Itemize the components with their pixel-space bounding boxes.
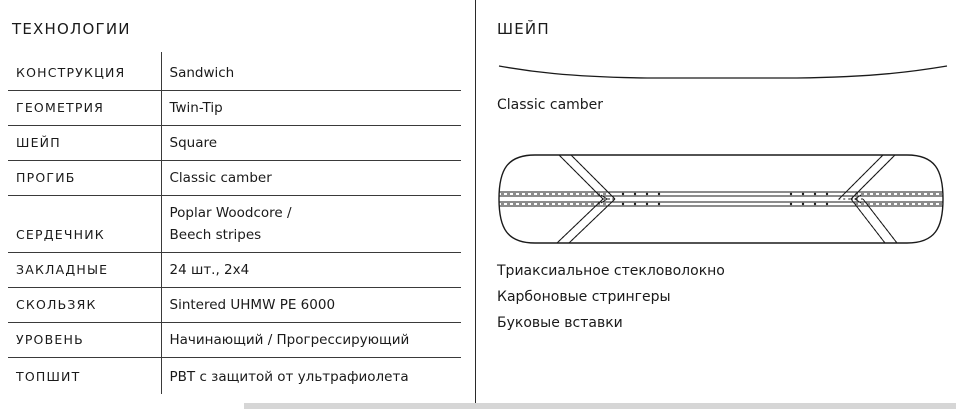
row-label: СКОЛЬЗЯК	[8, 287, 161, 322]
technologies-panel	[0, 0, 475, 409]
row-value: 24 шт., 2x4	[169, 261, 250, 278]
beech-inserts	[622, 193, 828, 205]
row-value: Twin-Tip	[169, 99, 223, 116]
row-label: ПРОГИБ	[8, 160, 161, 195]
camber-profile-diagram	[497, 55, 949, 85]
board-outline	[499, 155, 943, 243]
shape-title: ШЕЙП	[497, 20, 550, 38]
table-row	[8, 195, 461, 252]
row-value: Начинающий / Прогрессирующий	[169, 331, 410, 348]
table-row	[8, 90, 461, 125]
horizontal-scrollbar[interactable]	[244, 403, 956, 409]
row-label: ГЕОМЕТРИЯ	[8, 90, 161, 125]
row-value: Square	[169, 134, 218, 151]
board-construction-diagram	[495, 152, 947, 246]
technologies-title: ТЕХНОЛОГИИ	[12, 20, 131, 38]
row-label: СЕРДЕЧНИК	[8, 195, 161, 252]
row-value-line-1: Poplar Woodcore /	[169, 204, 292, 221]
specs-table	[8, 52, 461, 394]
table-row	[8, 287, 461, 322]
row-label: УРОВЕНЬ	[8, 322, 161, 357]
row-label: КОНСТРУКЦИЯ	[8, 52, 161, 90]
row-value: Sandwich	[169, 64, 235, 81]
column-divider	[475, 0, 476, 409]
row-value: Classic camber	[169, 169, 272, 186]
table-row	[8, 52, 461, 90]
legend-beech-inserts: Буковые вставки	[497, 315, 623, 331]
row-value: Sintered UHMW PE 6000	[169, 296, 336, 313]
row-value-line-2: Beech stripes	[169, 226, 262, 243]
row-value: PBT с защитой от ультрафиолета	[169, 369, 409, 385]
profile-label: Classic camber	[497, 97, 604, 113]
row-label: ТОПШИТ	[16, 369, 81, 384]
row-label: ШЕЙП	[8, 125, 161, 160]
legend-triaxial-fiberglass: Триаксиальное стекловолокно	[497, 263, 725, 279]
table-row	[8, 252, 461, 287]
table-row	[8, 160, 461, 195]
legend-carbon-stringers: Карбоновые стрингеры	[497, 289, 671, 305]
table-row	[8, 322, 461, 357]
camber-profile-line	[499, 66, 947, 78]
triaxial-fiberglass-tail	[839, 155, 897, 243]
carbon-stringers	[495, 192, 947, 206]
table-row	[8, 357, 461, 394]
row-label: ЗАКЛАДНЫЕ	[8, 252, 161, 287]
table-row	[8, 125, 461, 160]
